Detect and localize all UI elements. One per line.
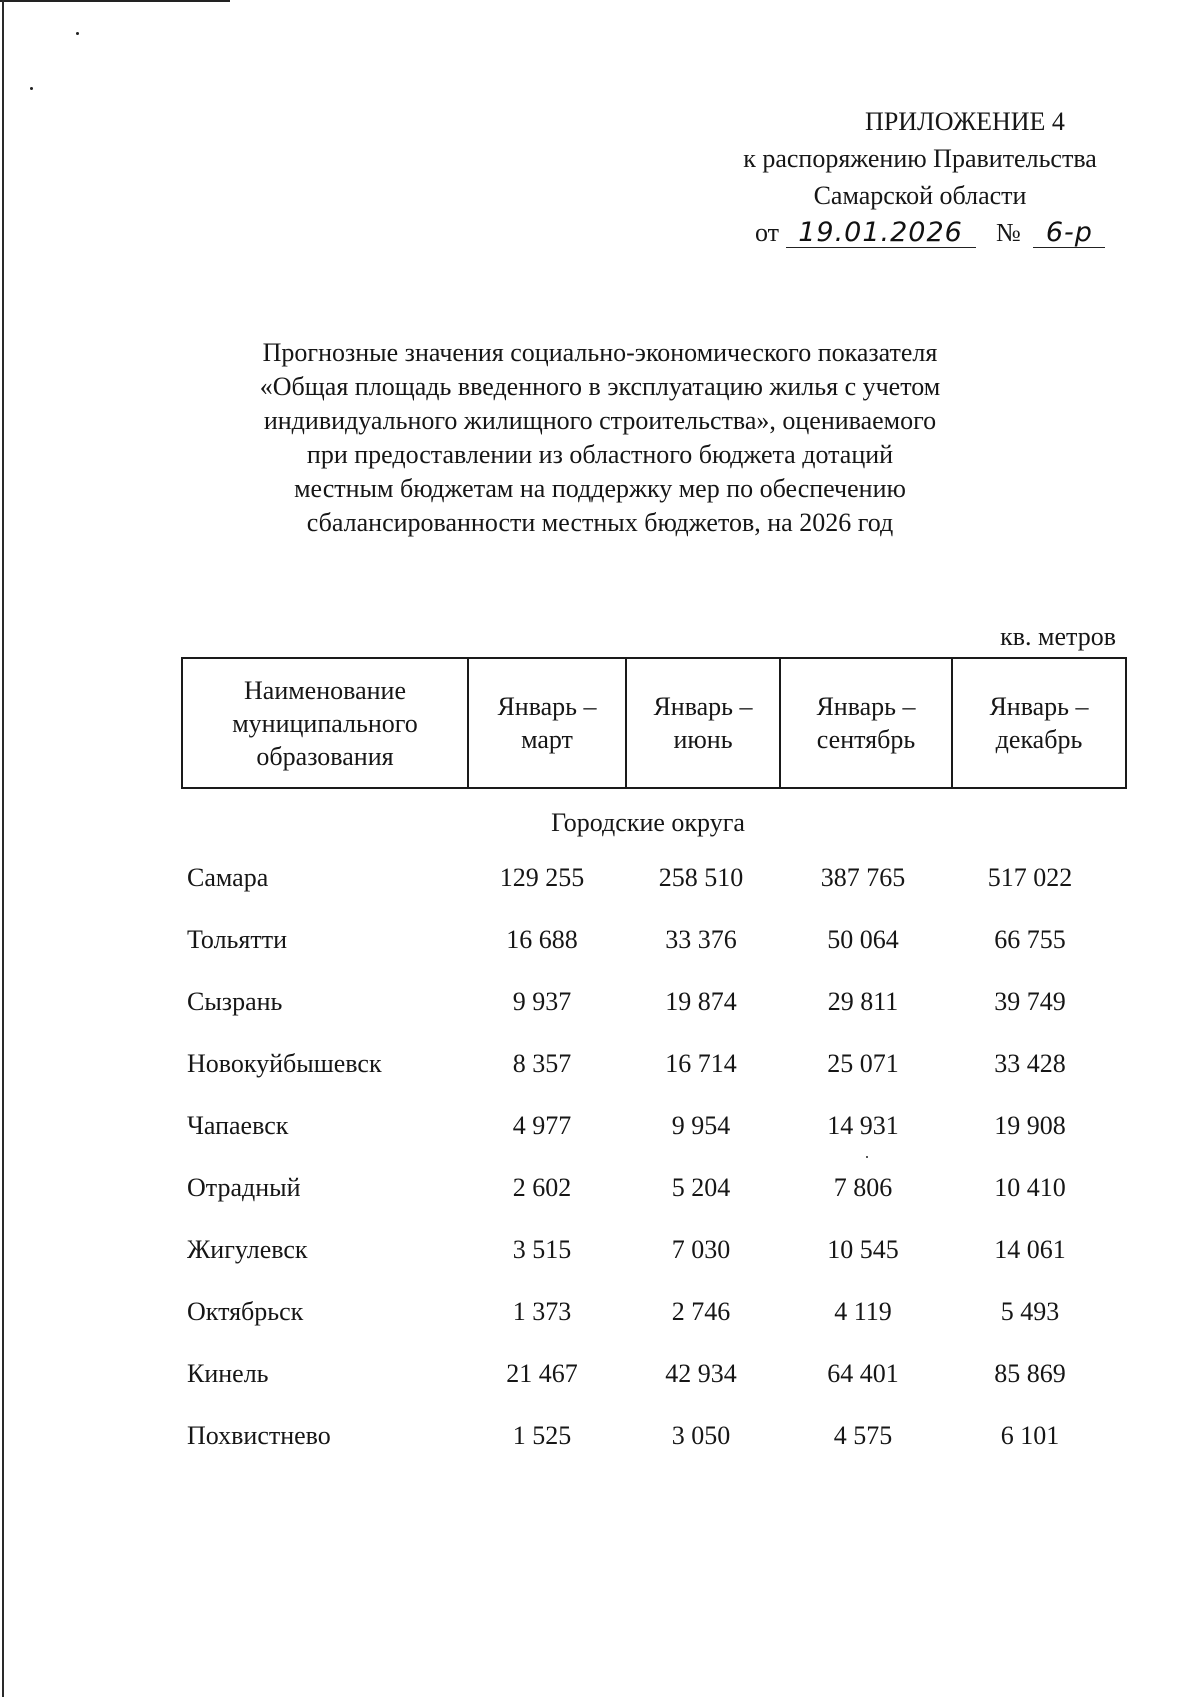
scan-speck <box>866 1156 868 1158</box>
value-q2: 5 204 <box>671 1173 731 1202</box>
header-jan-sep <box>780 658 952 788</box>
units-label: кв. метров <box>1000 622 1116 651</box>
number-sign: № <box>996 218 1021 247</box>
date-number-line <box>755 218 1105 248</box>
value-q1: 4 977 <box>512 1111 572 1140</box>
value-q3: 25 071 <box>827 1049 899 1078</box>
handwritten-date: 19.01.2026 <box>786 219 976 248</box>
value-q2: 2 746 <box>671 1297 731 1326</box>
section-label: Городские округа <box>551 808 745 837</box>
title-line: индивидуального жилищного строительства», оцениваемого <box>263 406 937 435</box>
title-line: местным бюджетам на поддержку мер по обеспечению <box>294 474 906 503</box>
scan-edge-line <box>2 0 4 1697</box>
title-line: сбалансированности местных бюджетов, на 2026 год <box>306 508 894 537</box>
header-text: Январь – <box>989 692 1089 721</box>
value-q2: 7 030 <box>671 1235 731 1264</box>
value-q3: 14 931 <box>827 1111 899 1140</box>
header-text: Январь – <box>816 692 916 721</box>
value-q3: 387 765 <box>820 863 906 892</box>
indicator-table-header <box>181 657 1127 789</box>
date-prefix: от <box>755 218 780 247</box>
header-text: Январь – <box>653 692 753 721</box>
header-jan-jun <box>626 658 780 788</box>
header-municipality <box>182 658 468 788</box>
value-q1: 16 688 <box>506 925 578 954</box>
header-text: сентябрь <box>816 725 916 754</box>
value-q1: 2 602 <box>512 1173 572 1202</box>
value-q2: 19 874 <box>665 987 737 1016</box>
title-line: «Общая площадь введенного в эксплуатацию жилья с учетом <box>259 372 941 401</box>
title-line: Прогнозные значения социально-экономического показателя <box>262 338 938 367</box>
header-jan-mar <box>468 658 626 788</box>
value-q4: 85 869 <box>994 1359 1066 1388</box>
appendix-title: ПРИЛОЖЕНИЕ 4 <box>865 107 1065 136</box>
value-q4: 66 755 <box>994 925 1066 954</box>
header-text: март <box>521 725 573 754</box>
value-q4: 19 908 <box>994 1111 1066 1140</box>
value-q1: 9 937 <box>512 987 572 1016</box>
value-q4: 33 428 <box>994 1049 1066 1078</box>
value-q3: 7 806 <box>833 1173 893 1202</box>
value-q1: 8 357 <box>512 1049 572 1078</box>
header-text: декабрь <box>995 725 1083 754</box>
value-q4: 6 101 <box>1000 1421 1060 1450</box>
municipality-name: Октябрьск <box>187 1297 304 1326</box>
appendix-line-3: Самарской области <box>813 181 1027 210</box>
value-q3: 10 545 <box>827 1235 899 1264</box>
value-q3: 4 119 <box>834 1297 892 1326</box>
value-q2: 33 376 <box>665 925 737 954</box>
scan-edge-line <box>0 0 230 2</box>
handwritten-number: 6-р <box>1033 219 1105 248</box>
value-q1: 129 255 <box>499 863 585 892</box>
value-q2: 42 934 <box>665 1359 737 1388</box>
appendix-line-2: к распоряжению Правительства <box>743 144 1097 173</box>
title-line: при предоставлении из областного бюджета дотаций <box>306 440 894 469</box>
value-q1: 1 373 <box>512 1297 572 1326</box>
municipality-name: Отрадный <box>187 1173 301 1202</box>
scan-speck <box>30 87 33 90</box>
value-q3: 29 811 <box>827 987 899 1016</box>
municipality-name: Похвистнево <box>187 1421 331 1450</box>
municipality-name: Новокуйбышевск <box>187 1049 382 1078</box>
header-text: муниципального <box>232 708 418 738</box>
value-q4: 10 410 <box>994 1173 1066 1202</box>
municipality-name: Сызрань <box>187 987 283 1016</box>
value-q1: 1 525 <box>512 1421 572 1450</box>
value-q3: 50 064 <box>827 925 899 954</box>
municipality-name: Чапаевск <box>187 1111 289 1140</box>
value-q3: 64 401 <box>827 1359 899 1388</box>
value-q2: 3 050 <box>671 1421 731 1450</box>
value-q2: 9 954 <box>671 1111 731 1140</box>
value-q2: 258 510 <box>658 863 744 892</box>
value-q3: 4 575 <box>833 1421 893 1450</box>
appendix-header <box>720 103 1120 214</box>
value-q1: 21 467 <box>506 1359 578 1388</box>
value-q4: 39 749 <box>994 987 1066 1016</box>
value-q4: 14 061 <box>994 1235 1066 1264</box>
municipality-name: Тольятти <box>187 925 288 954</box>
value-q2: 16 714 <box>665 1049 737 1078</box>
municipality-name: Кинель <box>187 1359 269 1388</box>
municipality-name: Жигулевск <box>187 1235 308 1264</box>
header-jan-dec <box>952 658 1126 788</box>
value-q1: 3 515 <box>512 1235 572 1264</box>
value-q4: 517 022 <box>987 863 1073 892</box>
municipality-name: Самара <box>187 863 269 892</box>
header-text: образования <box>256 741 394 771</box>
header-text: июнь <box>673 725 733 754</box>
header-text: Наименование <box>244 675 406 705</box>
document-title <box>230 336 970 540</box>
header-text: Январь – <box>497 692 597 721</box>
value-q4: 5 493 <box>1000 1297 1060 1326</box>
scan-speck <box>76 32 79 35</box>
